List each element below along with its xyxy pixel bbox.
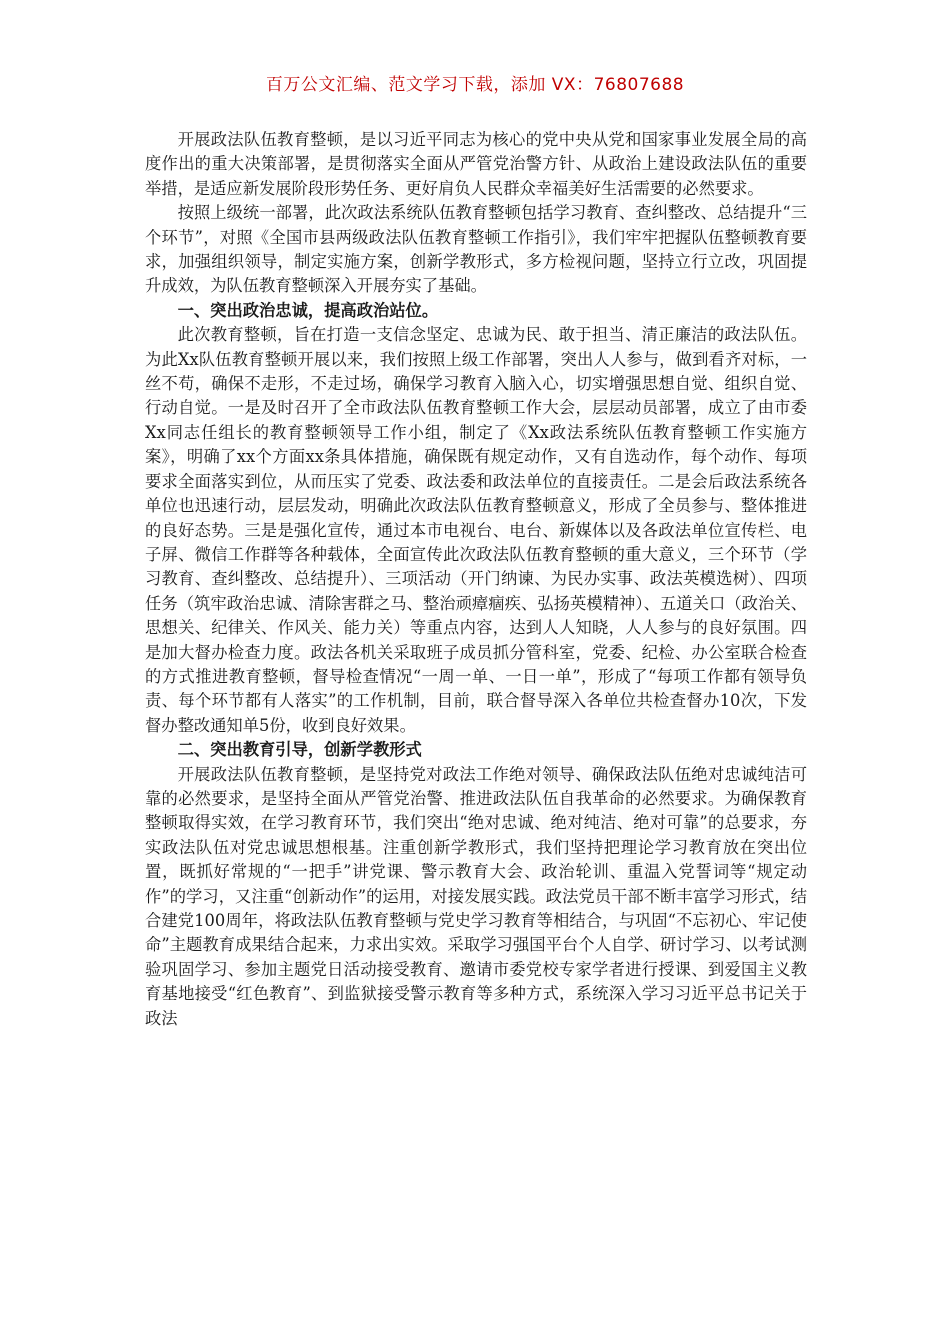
paragraph-section-1: 此次教育整顿，旨在打造一支信念坚定、忠诚为民、敢于担当、清正廉洁的政法队伍。为此Xx队伍教育整顿开展以来，我们按照上级工作部署，突出人人参与，做到看齐对标，一丝不苟，确保不走形，不走过场，确保学习教育入脑入心，切实增强思想自觉、组织自觉、行动自觉。一是及时召开了全市政法队伍教育整顿工作大会，层层动员部署，成立了由市委Xx同志任组长的教育整顿领导工作小组，制定了《Xx政法系统队伍教育整顿工作实施方案》，明确了xx个方面xx条具体措施，确保既有规定动作，又有自选动作，每个动作、每项要求全面落实到位，从而压实了党委、政法委和政法单位的直接责任。二是会后政法系统各单位也迅速行动，层层发动，明确此次政法队伍教育整顿意义，形成了全员参与、整体推进的良好态势。三是是强化宣传，通过本市电视台、电台、新媒体以及各政法单位宣传栏、电子屏、微信工作群等各种载体，全面宣传此次政法队伍教育整顿的重大意义，三个环节（学习教育、查纠整改、总结提升）、三项活动（开门纳谏、为民办实事、政法英模选树）、四项任务（筑牢政治忠诚、清除害群之马、整治顽瘴痼疾、弘扬英模精神）、五道关口（政治关、思想关、纪律关、作风关、能力关）等重点内容，达到人人知晓，人人参与的良好氛围。四是加大督办检查力度。政法各机关采取班子成员抓分管科室，党委、纪检、办公室联合检查的方式推进教育整顿，督导检查情况“一周一单、一日一单”，形成了“每项工作都有领导负责、每个环节都有人落实”的工作机制，目前，联合督导深入各单位共检查督办10次，下发督办整改通知单5份，收到良好效果。 — [145, 325, 807, 735]
watermark-banner: 百万公文汇编、范文学习下载，添加 VX：76807688 — [265, 75, 685, 95]
paragraph-section-2: 开展政法队伍教育整顿，是坚持党对政法工作绝对领导、确保政法队伍绝对忠诚纯洁可靠的必然要求，是坚持全面从严管党治警、推进政法队伍自我革命的必然要求。为确保教育整顿取得实效，在学习教育环节，我们突出“绝对忠诚、绝对纯洁、绝对可靠”的总要求，夯实政法队伍对党忠诚思想根基。注重创新学教形式，我们坚持把理论学习教育放在突出位置，既抓好常规的“一把手”讲党课、警示教育大会、政治轮训、重温入党誓词等“规定动作”的学习，又注重“创新动作”的运用，对接发展实践。政法党员干部不断丰富学习形式，结合建党100周年，将政法队伍教育整顿与党史学习教育等相结合，与巩固“不忘初心、牢记使命”主题教育成果结合起来，力求出实效。采取学习强国平台个人自学、研讨学习、以考试测验巩固学习、参加主题党日活动接受教育、邀请市委党校专家学者进行授课、到爱国主义教育基地接受“红色教育”、到监狱接受警示教育等多种方式，系统深入学习习近平总书记关于政法 — [145, 764, 807, 1028]
paragraph-intro: 开展政法队伍教育整顿，是以习近平同志为核心的党中央从党和国家事业发展全局的高度作出的重大决策部署，是贯彻落实全面从严管党治警方针、从政治上建设政法队伍的重要举措，是适应新发展阶段形势任务、更好肩负人民群众幸福美好生活需要的必然要求。 — [145, 130, 807, 198]
section-heading-2: 二、突出教育引导，创新学教形式 — [177, 740, 422, 760]
paragraph-deployment: 按照上级统一部署，此次政法系统队伍教育整顿包括学习教育、查纠整改、总结提升“三个环节”，对照《全国市县两级政法队伍教育整顿工作指引》，我们牢牢把握队伍整顿教育要求，加强组织领导，制定实施方案，创新学教形式，多方检视问题，坚持立行立改，巩固提升成效，为队伍教育整顿深入开展夯实了基础。 — [145, 203, 807, 296]
document-body — [145, 128, 807, 1031]
section-heading-1: 一、突出政治忠诚，提高政治站位。 — [177, 300, 439, 320]
